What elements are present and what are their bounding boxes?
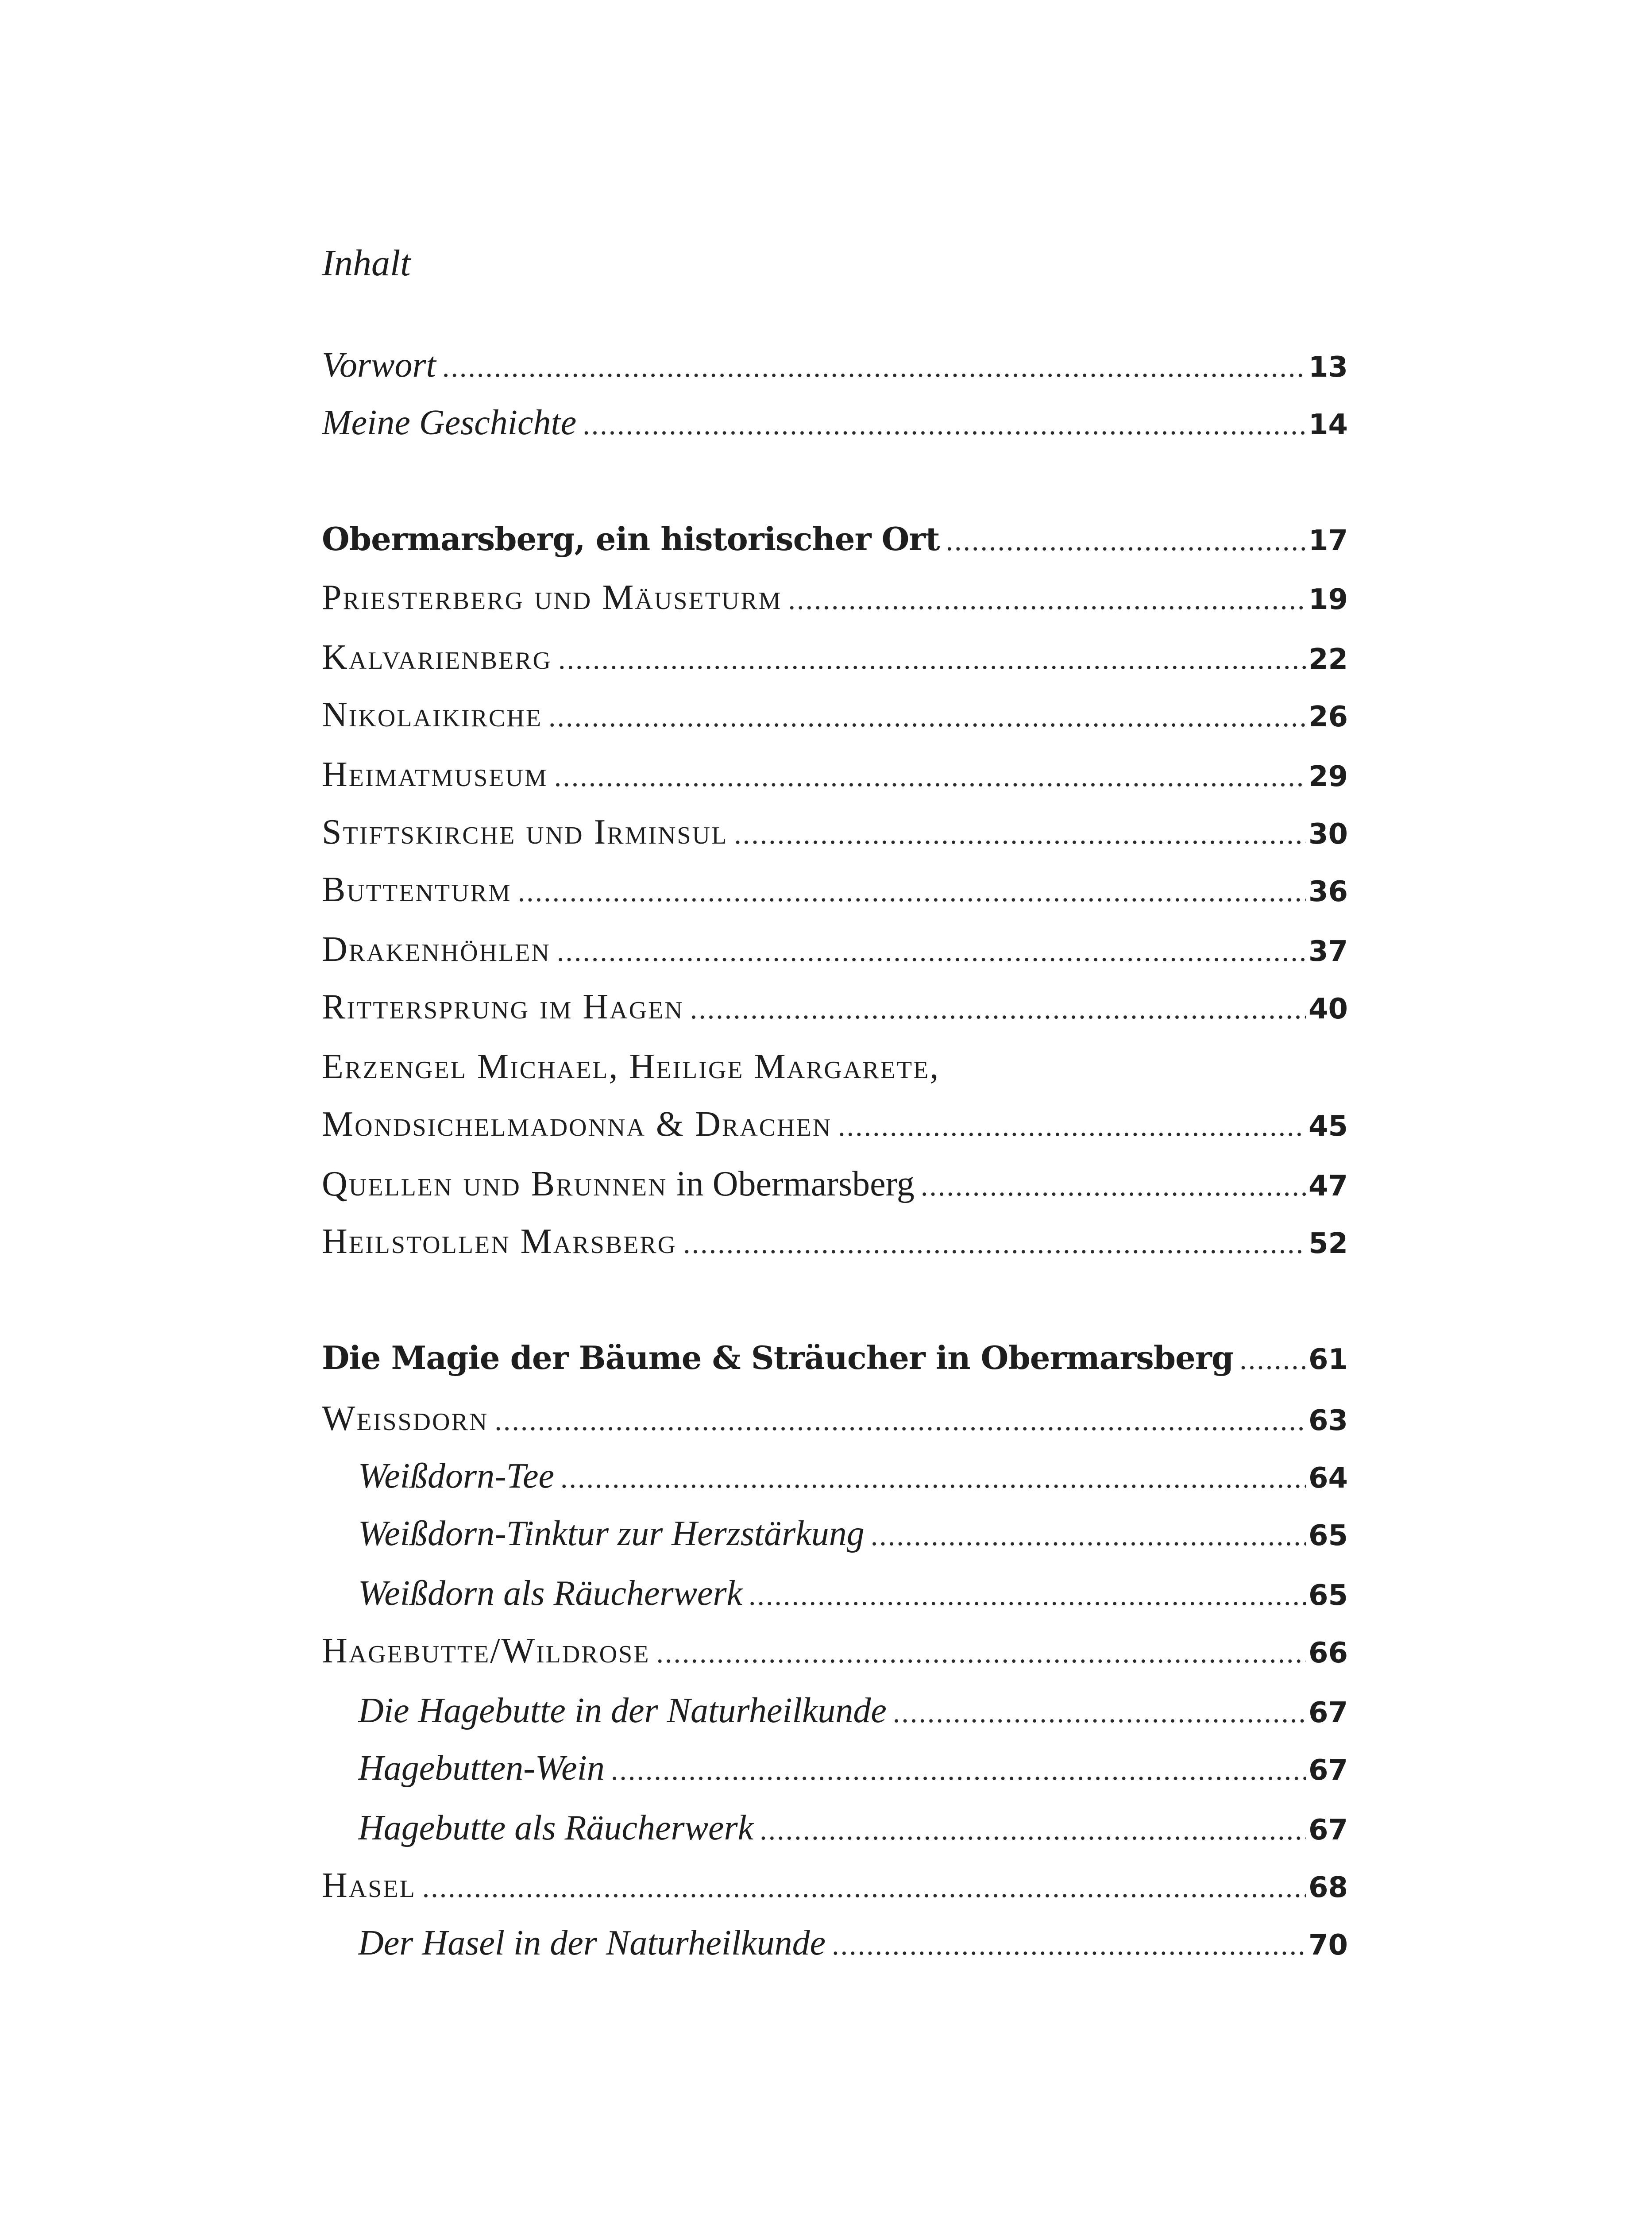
- toc-entry-page-number: 19: [1308, 583, 1348, 616]
- dot-leader: [558, 643, 1306, 676]
- toc-entry-page-number: 45: [1308, 1110, 1348, 1143]
- toc-entry-page-number: 67: [1308, 1696, 1348, 1729]
- toc-entry-title: Rittersprung im Hagen: [322, 987, 684, 1026]
- toc-entry: [358, 1691, 1348, 1744]
- dot-leader: [494, 1404, 1306, 1438]
- toc-entry-page-number: 64: [1308, 1462, 1348, 1495]
- toc-entry-page-number: 29: [1308, 760, 1348, 793]
- toc-entry-page-number: 67: [1308, 1754, 1348, 1787]
- toc-entry: [358, 1808, 1348, 1861]
- toc-entry-title: Hagebutte als Räucherwerk: [358, 1808, 754, 1847]
- toc-entry-title: Weissdorn: [322, 1399, 489, 1438]
- dot-leader: [893, 1696, 1306, 1730]
- toc-entry: [322, 812, 1348, 865]
- toc-entry: [322, 1104, 1348, 1157]
- toc-entry: [358, 1573, 1348, 1627]
- toc-entry-page-number: 26: [1308, 701, 1348, 733]
- toc-entry-page-number: 70: [1308, 1929, 1348, 1962]
- dot-leader: [557, 935, 1306, 968]
- toc-entry-page-number: 36: [1308, 875, 1348, 908]
- dot-leader: [422, 1871, 1306, 1905]
- toc-entry-title: Hagebutten-Wein: [358, 1749, 605, 1788]
- toc-entry-title: Mondsichelmadonna & Drachen: [322, 1105, 832, 1144]
- toc-entry-title: Meine Geschichte: [322, 403, 577, 442]
- toc-entry-title: Der Hasel in der Naturheilkunde: [358, 1924, 826, 1962]
- toc-entry-page-number: 13: [1308, 351, 1348, 384]
- dot-leader: [690, 992, 1306, 1026]
- dot-leader: [838, 1110, 1306, 1143]
- toc-entry-page-number: 65: [1308, 1519, 1348, 1552]
- toc-entry: [322, 578, 1348, 631]
- toc-entry: [322, 695, 1348, 748]
- toc-entry: [322, 870, 1348, 923]
- dot-leader: [1239, 1343, 1306, 1376]
- toc-entry-title: Quellen und Brunnen in Obermarsberg: [322, 1164, 915, 1203]
- toc-entry-title: Hagebutte/Wildrose: [322, 1631, 650, 1670]
- toc-entry-page-number: 52: [1308, 1227, 1348, 1260]
- toc-entry: [322, 637, 1348, 690]
- toc-entry-title: Heimatmuseum: [322, 755, 548, 794]
- dot-leader: [734, 817, 1306, 851]
- dot-leader: [656, 1636, 1305, 1670]
- toc-entry-page-number: 30: [1308, 818, 1348, 851]
- dot-leader: [946, 524, 1306, 558]
- toc-entry-title: Nikolaikirche: [322, 695, 543, 734]
- toc-entry-title: Priesterberg und Mäuseturm: [322, 578, 782, 617]
- toc-entry-title: Weißdorn als Räucherwerk: [358, 1574, 743, 1613]
- toc-entry: [358, 1923, 1348, 1976]
- dot-leader: [554, 760, 1306, 794]
- toc-entry: [322, 929, 1348, 983]
- toc-entry: [322, 1866, 1348, 1919]
- toc-entry-page-number: 37: [1308, 935, 1348, 968]
- toc-entry-page-number: 61: [1308, 1343, 1348, 1376]
- toc-entry: [322, 1339, 1348, 1392]
- toc-entry-title: Weißdorn-Tinktur zur Herzstärkung: [358, 1514, 865, 1553]
- dot-leader: [832, 1928, 1306, 1962]
- dot-leader: [683, 1227, 1306, 1261]
- toc-entry-page-number: 66: [1308, 1637, 1348, 1669]
- toc-entry: [322, 520, 1348, 573]
- toc-entry-title: Erzengel Michael, Heilige Margarete,: [322, 1047, 940, 1086]
- toc-entry-title: Heilstollen Marsberg: [322, 1222, 677, 1261]
- toc-entry: [358, 1748, 1348, 1801]
- toc-entry-page-number: 68: [1308, 1871, 1348, 1904]
- toc-entry-title: Die Hagebutte in der Naturheilkunde: [358, 1691, 887, 1730]
- toc-entry-title: Buttenturm: [322, 870, 512, 909]
- dot-leader: [749, 1579, 1306, 1612]
- toc-entry-page-number: 14: [1308, 409, 1348, 441]
- toc-entry-page-number: 63: [1308, 1404, 1348, 1437]
- page-title: Inhalt: [322, 243, 411, 284]
- dot-leader: [611, 1754, 1306, 1787]
- dot-leader: [560, 1461, 1306, 1495]
- toc-entry-title: Weißdorn-Tee: [358, 1457, 554, 1496]
- toc-entry: [358, 1514, 1348, 1567]
- toc-entry-title: Kalvarienberg: [322, 638, 552, 677]
- toc-entry: [358, 1456, 1348, 1509]
- toc-entry-page-number: 65: [1308, 1579, 1348, 1612]
- dot-leader: [921, 1169, 1306, 1203]
- dot-leader: [760, 1813, 1306, 1847]
- toc-entry-title: Stiftskirche und Irminsul: [322, 813, 728, 852]
- dot-leader: [583, 408, 1306, 442]
- toc-entry-page-number: 17: [1308, 524, 1348, 557]
- toc-entry: [322, 755, 1348, 808]
- toc-entry-title: Vorwort: [322, 346, 436, 385]
- toc-entry: [322, 1631, 1348, 1684]
- toc-entry: [322, 1222, 1348, 1275]
- dot-leader: [518, 875, 1306, 909]
- toc-entry: [322, 345, 1348, 398]
- toc-entry-page-number: 67: [1308, 1814, 1348, 1847]
- toc-entry-title: Die Magie der Bäume & Sträucher in Obermarsberg: [322, 1339, 1234, 1376]
- toc-entry: [322, 1047, 1348, 1100]
- dot-leader: [788, 583, 1305, 617]
- toc-entry-title: Drakenhöhlen: [322, 930, 551, 969]
- toc-entry: [322, 987, 1348, 1040]
- table-of-contents: [322, 0, 1348, 2213]
- toc-entry: [322, 403, 1348, 456]
- toc-entry-page-number: 40: [1308, 993, 1348, 1026]
- toc-entry-title: Obermarsberg, ein historischer Ort: [322, 520, 940, 558]
- dot-leader: [871, 1519, 1306, 1553]
- toc-entry: [322, 1399, 1348, 1452]
- dot-leader: [548, 700, 1306, 734]
- toc-entry-title: Hasel: [322, 1866, 416, 1905]
- toc-entry-page-number: 22: [1308, 643, 1348, 676]
- toc-entry-title-suffix: in Obermarsberg: [667, 1164, 915, 1203]
- dot-leader: [442, 351, 1306, 384]
- toc-entry-page-number: 47: [1308, 1170, 1348, 1203]
- toc-entry: [322, 1164, 1348, 1217]
